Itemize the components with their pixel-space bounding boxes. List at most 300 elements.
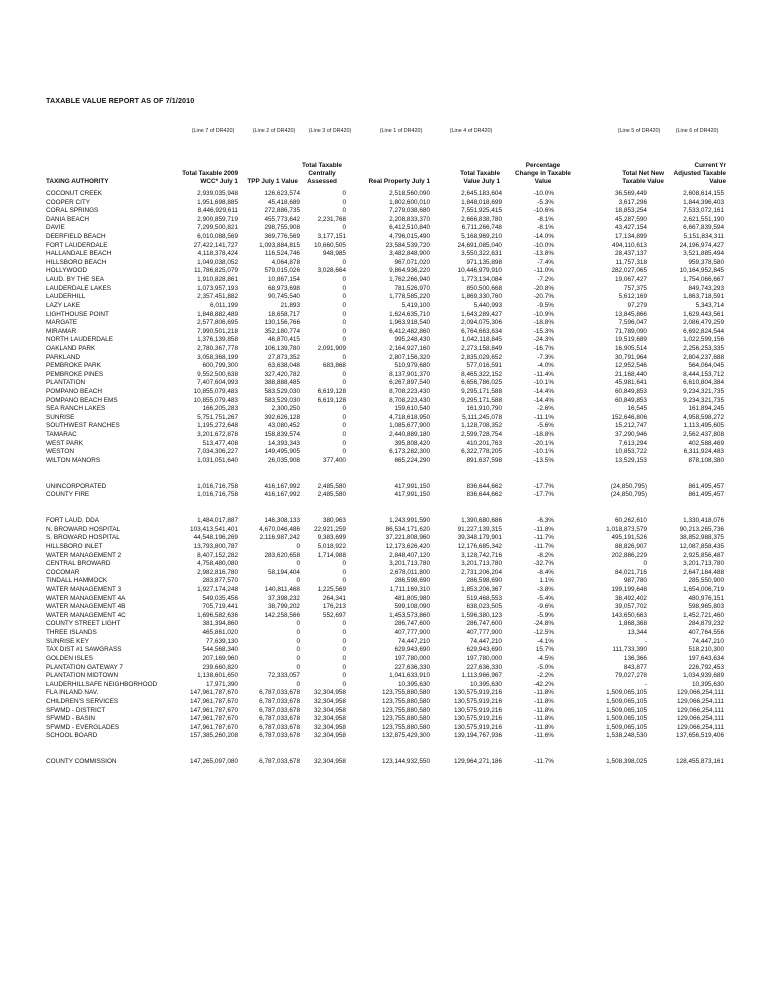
cell-tpp: 2,116,987,242 [259,534,300,542]
cell-percentage-change: -8.1% [537,224,554,232]
cell-total-2009: 1,031,051,640 [197,456,238,464]
cell-net-new: 79,027,278 [615,672,647,680]
cell-real-property: 123,144,932,550 [382,758,430,766]
source-label: (Line 6 of DR420) [675,128,719,134]
cell-total-taxable-july: 9,295,171,588 [461,388,502,396]
cell-adjusted-taxable: 849,743,293 [688,284,724,292]
cell-real-property: 1,778,585,220 [389,293,430,301]
cell-centrally-assessed: 2,091,909 [317,344,346,352]
cell-real-property: 781,526,970 [394,284,430,292]
table-row [46,620,726,629]
cell-total-taxable-july: 1,390,680,686 [461,517,502,525]
cell-total-2009: 13,793,800,787 [193,542,238,550]
cell-total-2009: 239,660,820 [202,663,238,671]
cell-total-2009: 2,939,035,948 [197,190,238,197]
cell-tpp: 4,064,878 [271,258,300,266]
table-row [46,448,726,457]
cell-total-taxable-july: 2,645,183,604 [461,190,502,197]
cell-percentage-change: -20.7% [533,293,554,301]
cell-total-taxable-july: 6,322,778,205 [461,448,502,456]
cell-tpp: 6,787,033,678 [259,689,300,697]
cell-net-new: 19,519,689 [615,336,647,344]
cell-net-new: 97,279 [627,301,647,309]
cell-centrally-assessed: 0 [342,654,346,662]
table-row [46,388,726,397]
cell-real-property: 995,248,430 [394,336,430,344]
cell-real-property: 1,963,918,540 [389,319,430,327]
cell-taxing-authority: UNINCORPORATED [46,482,107,490]
cell-total-2009: 9,552,500,638 [197,370,238,378]
cell-tpp: 583,529,030 [264,396,300,404]
cell-adjusted-taxable: 2,647,184,488 [683,568,724,576]
cell-total-2009: 10,855,079,483 [193,396,238,404]
report-title: TAXABLE VALUE REPORT AS OF 7/1/2010 [46,96,195,105]
cell-real-property: 6,412,510,840 [389,224,430,232]
table-row [46,224,726,233]
cell-net-new: 3,617,296 [618,198,647,206]
cell-adjusted-taxable: 402,588,469 [688,439,724,447]
cell-taxing-authority: OAKLAND PARK [46,344,96,352]
cell-percentage-change: -11.8% [534,723,554,731]
cell-tpp: 392,626,128 [264,413,300,421]
cell-real-property: 2,164,927,160 [389,344,430,352]
cell-percentage-change: -8.2% [537,551,554,559]
cell-percentage-change: -13.5% [533,456,554,464]
table-row [46,543,726,552]
cell-total-taxable-july: 850,500,668 [466,284,502,292]
cell-centrally-assessed: 2,485,580 [317,491,346,499]
cell-percentage-change: -15.3% [533,327,554,335]
cell-net-new: 282,027,065 [611,267,647,275]
cell-taxing-authority: PEMBROKE PARK [46,362,101,370]
table-row [46,483,726,492]
table-row [46,732,726,741]
cell-tpp: 14,393,343 [268,439,300,447]
cell-total-taxable-july: 1,848,018,699 [461,198,502,206]
cell-taxing-authority: HILLSBORO INLET [46,542,103,550]
cell-real-property: 123,755,880,580 [382,706,430,714]
cell-real-property: 37,221,808,960 [385,534,430,542]
cell-taxing-authority: COCOMAR [46,568,80,576]
table-row [46,190,726,199]
cell-net-new: 1,509,065,105 [606,706,647,714]
cell-real-property: 417,991,150 [394,491,430,499]
cell-total-2009: 381,394,860 [202,620,238,628]
cell-total-taxable-july: 12,176,685,342 [457,542,502,550]
cell-centrally-assessed: 3,177,151 [317,233,346,241]
cell-real-property: 2,807,156,320 [389,353,430,361]
cell-percentage-change: -5.6% [537,422,554,430]
cell-total-2009: 147,265,097,080 [190,758,238,766]
cell-tpp: 6,787,033,678 [259,758,300,766]
cell-adjusted-taxable: 9,234,321,735 [683,396,724,404]
table-row [46,216,726,225]
cell-total-taxable-july: 130,575,919,216 [454,689,502,697]
cell-real-property: 407,777,900 [394,629,430,637]
cell-centrally-assessed: 1,714,988 [317,551,346,559]
cell-total-2009: 147,961,787,670 [190,697,238,705]
cell-adjusted-taxable: 1,754,066,667 [683,276,724,284]
cell-centrally-assessed: 1,225,569 [317,586,346,594]
cell-tpp: 116,524,746 [264,250,300,258]
cell-tpp: 455,773,642 [264,215,300,223]
cell-adjusted-taxable: 7,533,072,161 [683,207,724,215]
cell-total-2009: 1,376,139,858 [197,336,238,344]
cell-tpp: 0 [296,680,300,688]
cell-net-new: 202,886,229 [611,551,647,559]
cell-net-new: 143,650,663 [611,611,647,619]
cell-taxing-authority: SFWMD - EVERGLADES [46,723,120,731]
table-row [46,362,726,371]
cell-total-taxable-july: 1,113,966,967 [461,672,502,680]
cell-centrally-assessed: 22,921,259 [314,525,346,533]
cell-total-taxable-july: 577,016,591 [466,362,502,370]
cell-percentage-change: -11.8% [534,706,554,714]
cell-net-new: 71,789,090 [615,327,647,335]
cell-total-2009: 2,982,816,780 [197,568,238,576]
cell-total-2009: 6,011,199 [210,301,238,309]
source-label: (Line 3 of DR420) [308,128,352,134]
cell-tpp: 126,623,574 [264,190,300,197]
cell-total-taxable-july: 130,575,919,216 [454,715,502,723]
cell-tpp: 140,811,468 [264,586,300,594]
cell-taxing-authority: GOLDEN ISLES [46,654,93,662]
cell-tpp: 146,308,133 [264,517,300,525]
cell-taxing-authority: SFWMD - BASIN [46,715,95,723]
cell-real-property: 1,041,633,910 [389,672,430,680]
cell-adjusted-taxable: 564,064,045 [688,362,724,370]
cell-percentage-change: -16.7% [533,344,554,352]
cell-percentage-change: -11.1% [534,413,554,421]
cell-percentage-change: -14.4% [533,388,554,396]
cell-percentage-change: -11.7% [534,534,554,542]
cell-total-taxable-july: 2,273,158,849 [461,344,502,352]
table-row [46,586,726,595]
cell-total-2009: 1,927,174,248 [197,586,238,594]
cell-centrally-assessed: 0 [342,276,346,284]
cell-taxing-authority: S. BROWARD HOSPITAL [46,534,120,542]
cell-net-new: 1,509,065,105 [606,723,647,731]
table-row [46,689,726,698]
cell-adjusted-taxable: 878,108,380 [688,456,724,464]
cell-net-new: 0 [643,560,647,568]
cell-percentage-change: -5.9% [537,611,554,619]
cell-total-2009: 2,900,859,719 [197,215,238,223]
table-row [46,672,726,681]
table-row [46,612,726,621]
cell-tpp: 4,670,046,486 [259,525,300,533]
cell-total-2009: 147,961,787,670 [190,706,238,714]
cell-adjusted-taxable: 1,034,939,689 [683,672,724,680]
cell-adjusted-taxable: 518,210,300 [688,646,724,654]
cell-total-taxable-july: 286,747,600 [466,620,502,628]
cell-taxing-authority: TAX DIST #1 SAWGRASS [46,646,122,654]
cell-real-property: 2,208,833,370 [389,215,430,223]
cell-percentage-change: -2.6% [537,405,554,413]
cell-total-taxable-july: 161,910,790 [466,405,502,413]
table-row [46,354,726,363]
table-row [46,422,726,431]
header-adjusted-taxable: Current Yr Adjusted Taxable Value [673,162,726,185]
cell-taxing-authority: PLANTATION MIDTOWN [46,672,119,680]
cell-centrally-assessed: 0 [342,413,346,421]
table-row [46,698,726,707]
cell-tpp: 6,787,033,678 [259,697,300,705]
cell-real-property: 286,598,690 [394,577,430,585]
cell-centrally-assessed: 0 [342,336,346,344]
cell-net-new: 17,134,899 [615,233,647,241]
table-row [46,491,726,500]
cell-adjusted-taxable: 284,879,232 [688,620,724,628]
cell-total-2009: 4,758,480,080 [197,560,238,568]
cell-net-new: 38,492,402 [615,594,647,602]
cell-total-taxable-july: 1,853,206,367 [461,586,502,594]
cell-real-property: 417,991,150 [394,482,430,490]
cell-total-taxable-july: 1,869,330,760 [461,293,502,301]
cell-taxing-authority: WATER MANAGEMENT 4B [46,603,126,611]
cell-real-property: 599,108,090 [394,603,430,611]
cell-total-taxable-july: 130,575,919,216 [454,697,502,705]
cell-centrally-assessed: 0 [342,293,346,301]
cell-tpp: 388,888,485 [264,379,300,387]
cell-total-2009: 1,138,601,650 [197,672,238,680]
cell-adjusted-taxable: 129,066,254,111 [676,715,724,723]
cell-net-new: 1,509,065,105 [606,715,647,723]
cell-taxing-authority: SUNRISE KEY [46,637,89,645]
cell-taxing-authority: WILTON MANORS [46,456,101,464]
cell-net-new: 1,508,398,025 [606,758,647,766]
cell-adjusted-taxable: 861,495,457 [688,482,724,490]
cell-real-property: 8,708,223,430 [389,388,430,396]
cell-adjusted-taxable: 12,087,858,435 [679,542,724,550]
cell-percentage-change: -10.9% [533,310,554,318]
cell-total-taxable-july: 407,777,900 [466,629,502,637]
cell-centrally-assessed: 948,985 [322,250,346,258]
cell-centrally-assessed: 32,304,958 [314,758,346,766]
cell-total-taxable-july: 227,636,330 [466,663,502,671]
cell-centrally-assessed: 0 [342,405,346,413]
cell-real-property: 12,173,626,420 [385,542,430,550]
cell-total-taxable-july: 891,637,598 [466,456,502,464]
cell-percentage-change: -4.0% [537,362,554,370]
table-row [46,431,726,440]
cell-net-new: 11,757,318 [615,258,647,266]
cell-tpp: 90,745,540 [268,293,300,301]
cell-net-new: 199,199,648 [611,586,647,594]
cell-adjusted-taxable: 226,792,453 [688,663,724,671]
cell-total-2009: 7,299,500,821 [197,224,238,232]
cell-adjusted-taxable: 128,455,873,161 [676,758,724,766]
cell-total-2009: 17,971,390 [206,680,238,688]
cell-net-new: - [644,680,647,688]
cell-adjusted-taxable: 2,608,614,155 [683,190,724,197]
cell-percentage-change: -3.8% [537,586,554,594]
cell-total-taxable-july: 629,943,690 [466,646,502,654]
cell-real-property: 395,808,420 [394,439,430,447]
table-row [46,715,726,724]
cell-total-taxable-july: 2,731,206,204 [461,568,502,576]
cell-tpp: 0 [296,542,300,550]
cell-taxing-authority: HOLLYWOOD [46,267,88,275]
cell-centrally-assessed: 0 [342,190,346,197]
table-row [46,603,726,612]
cell-taxing-authority: CHILDREN'S SERVICES [46,697,119,705]
cell-real-property: 2,440,889,180 [389,431,430,439]
cell-tpp: 298,755,908 [264,224,300,232]
cell-net-new: 16,905,514 [615,344,647,352]
cell-adjusted-taxable: 2,086,479,259 [683,319,724,327]
cell-tpp: 6,787,033,678 [259,732,300,740]
cell-net-new: 1,509,065,105 [606,689,647,697]
cell-percentage-change: -18.8% [533,431,554,439]
cell-centrally-assessed: 0 [342,560,346,568]
cell-real-property: 5,419,100 [401,301,430,309]
cell-percentage-change: -20.1% [533,439,554,447]
cell-adjusted-taxable: 1,330,418,076 [683,517,724,525]
cell-percentage-change: -9.6% [537,603,554,611]
cell-percentage-change: -14.4% [533,396,554,404]
cell-total-2009: 465,861,020 [202,629,238,637]
cell-percentage-change: -4.1% [537,637,554,645]
cell-real-property: 2,518,560,090 [389,190,430,197]
cell-total-2009: 103,413,541,401 [190,525,238,533]
cell-real-property: 1,624,635,710 [389,310,430,318]
cell-taxing-authority: N. BROWARD HOSPITAL [46,525,121,533]
cell-adjusted-taxable: 90,213,265,736 [679,525,724,533]
group-spacer [46,741,726,750]
cell-percentage-change: -11.8% [534,525,554,533]
cell-net-new: 1,018,873,579 [606,525,647,533]
cell-adjusted-taxable: 5,151,834,311 [683,233,724,241]
cell-percentage-change: -24.8% [533,620,554,628]
cell-total-taxable-july: 836,644,662 [466,491,502,499]
cell-total-taxable-july: 139,194,767,936 [454,732,502,740]
cell-centrally-assessed: 32,304,958 [314,715,346,723]
source-label: (Line 1 of DR420) [379,128,423,134]
cell-tpp: 283,620,658 [264,551,300,559]
cell-percentage-change: -11.8% [534,689,554,697]
table-row [46,560,726,569]
cell-net-new: 7,596,047 [618,319,647,327]
cell-percentage-change: -18.8% [533,319,554,327]
cell-net-new: 19,067,427 [615,276,647,284]
cell-real-property: 2,678,011,800 [389,568,430,576]
cell-percentage-change: -11.7% [534,542,554,550]
cell-centrally-assessed: 0 [342,207,346,215]
cell-taxing-authority: COOPER CITY [46,198,91,206]
cell-total-2009: 600,799,300 [202,362,238,370]
cell-real-property: 865,224,290 [394,456,430,464]
table-row [46,414,726,423]
cell-centrally-assessed: 32,304,958 [314,706,346,714]
cell-net-new: 111,733,390 [612,646,647,654]
cell-centrally-assessed: 264,341 [322,594,346,602]
cell-total-taxable-july: 39,348,179,901 [457,534,502,542]
cell-net-new: 13,845,866 [615,310,647,318]
cell-adjusted-taxable: 6,667,839,594 [683,224,724,232]
cell-net-new: 21,168,440 [615,370,647,378]
header-net-new: Total Net New Taxable Value [622,170,664,185]
cell-taxing-authority: WATER MANAGEMENT 4C [46,611,126,619]
cell-total-taxable-july: 8,465,322,152 [461,370,502,378]
header-total-2009: Total Taxable 2009 WCC* July 1 [182,170,238,185]
cell-percentage-change: -2.2% [537,672,554,680]
cell-taxing-authority: DEERFIELD BEACH [46,233,106,241]
cell-real-property: 8,708,223,430 [389,396,430,404]
cell-total-2009: 27,422,141,727 [193,241,238,249]
cell-total-taxable-july: 9,295,171,588 [461,396,502,404]
cell-tpp: 58,194,404 [268,568,300,576]
table-row [46,457,726,466]
cell-total-2009: 8,407,152,282 [197,551,238,559]
table-row [46,336,726,345]
cell-centrally-assessed: 0 [342,198,346,206]
cell-total-2009: 4,118,378,424 [197,250,238,258]
cell-centrally-assessed: 0 [342,310,346,318]
cell-real-property: 1,453,573,860 [389,611,430,619]
cell-tpp: 38,799,202 [268,603,300,611]
cell-tpp: 158,839,574 [264,431,300,439]
cell-total-taxable-july: 91,227,139,315 [457,525,502,533]
cell-tpp: 0 [296,654,300,662]
table-row [46,552,726,561]
cell-taxing-authority: HILLSBORO BEACH [46,258,107,266]
cell-adjusted-taxable: 1,629,443,561 [683,310,724,318]
cell-total-2009: 7,034,306,227 [197,448,238,456]
cell-total-2009: 2,780,367,778 [197,344,238,352]
cell-tpp: 63,638,048 [268,362,300,370]
cell-tpp: 6,787,033,678 [259,706,300,714]
table-row [46,302,726,311]
cell-taxing-authority: SUNRISE [46,413,75,421]
cell-adjusted-taxable: 129,066,254,111 [676,706,724,714]
cell-centrally-assessed: 0 [342,370,346,378]
cell-net-new: 1,509,065,105 [606,697,647,705]
cell-net-new: 7,613,294 [618,439,647,447]
cell-real-property: 123,755,880,580 [382,715,430,723]
cell-percentage-change: -5.3% [537,198,554,206]
cell-adjusted-taxable: 2,621,551,190 [683,215,724,223]
cell-net-new: 36,569,449 [615,190,647,197]
cell-total-2009: 283,877,570 [202,577,238,585]
cell-taxing-authority: PARKLAND [46,353,80,361]
cell-taxing-authority: POMPANO BEACH [46,388,102,396]
cell-centrally-assessed: 0 [342,224,346,232]
cell-real-property: 159,610,540 [394,405,430,413]
cell-total-2009: 549,035,456 [202,594,238,602]
cell-taxing-authority: LAUD. BY THE SEA [46,276,105,284]
cell-adjusted-taxable: 407,764,556 [688,629,724,637]
cell-percentage-change: -11.7% [534,758,554,766]
cell-net-new: 60,849,853 [615,396,647,404]
table-row [46,534,726,543]
cell-total-2009: 44,548,196,269 [193,534,238,542]
cell-tpp: 1,093,884,815 [259,241,300,249]
cell-taxing-authority: CORAL SPRINGS [46,207,99,215]
cell-taxing-authority: FORT LAUDERDALE [46,241,108,249]
cell-total-taxable-july: 1,128,708,352 [461,422,502,430]
table-row [46,397,726,406]
cell-taxing-authority: SFWMD - DISTRICT [46,706,106,714]
cell-percentage-change: -20.8% [533,284,554,292]
cell-total-2009: 513,477,408 [202,439,238,447]
cell-tpp: 0 [296,620,300,628]
cell-tpp: 0 [296,637,300,645]
table-row [46,276,726,285]
table-row [46,199,726,208]
cell-real-property: 3,482,848,900 [389,250,430,258]
cell-percentage-change: -9.5% [537,301,554,309]
